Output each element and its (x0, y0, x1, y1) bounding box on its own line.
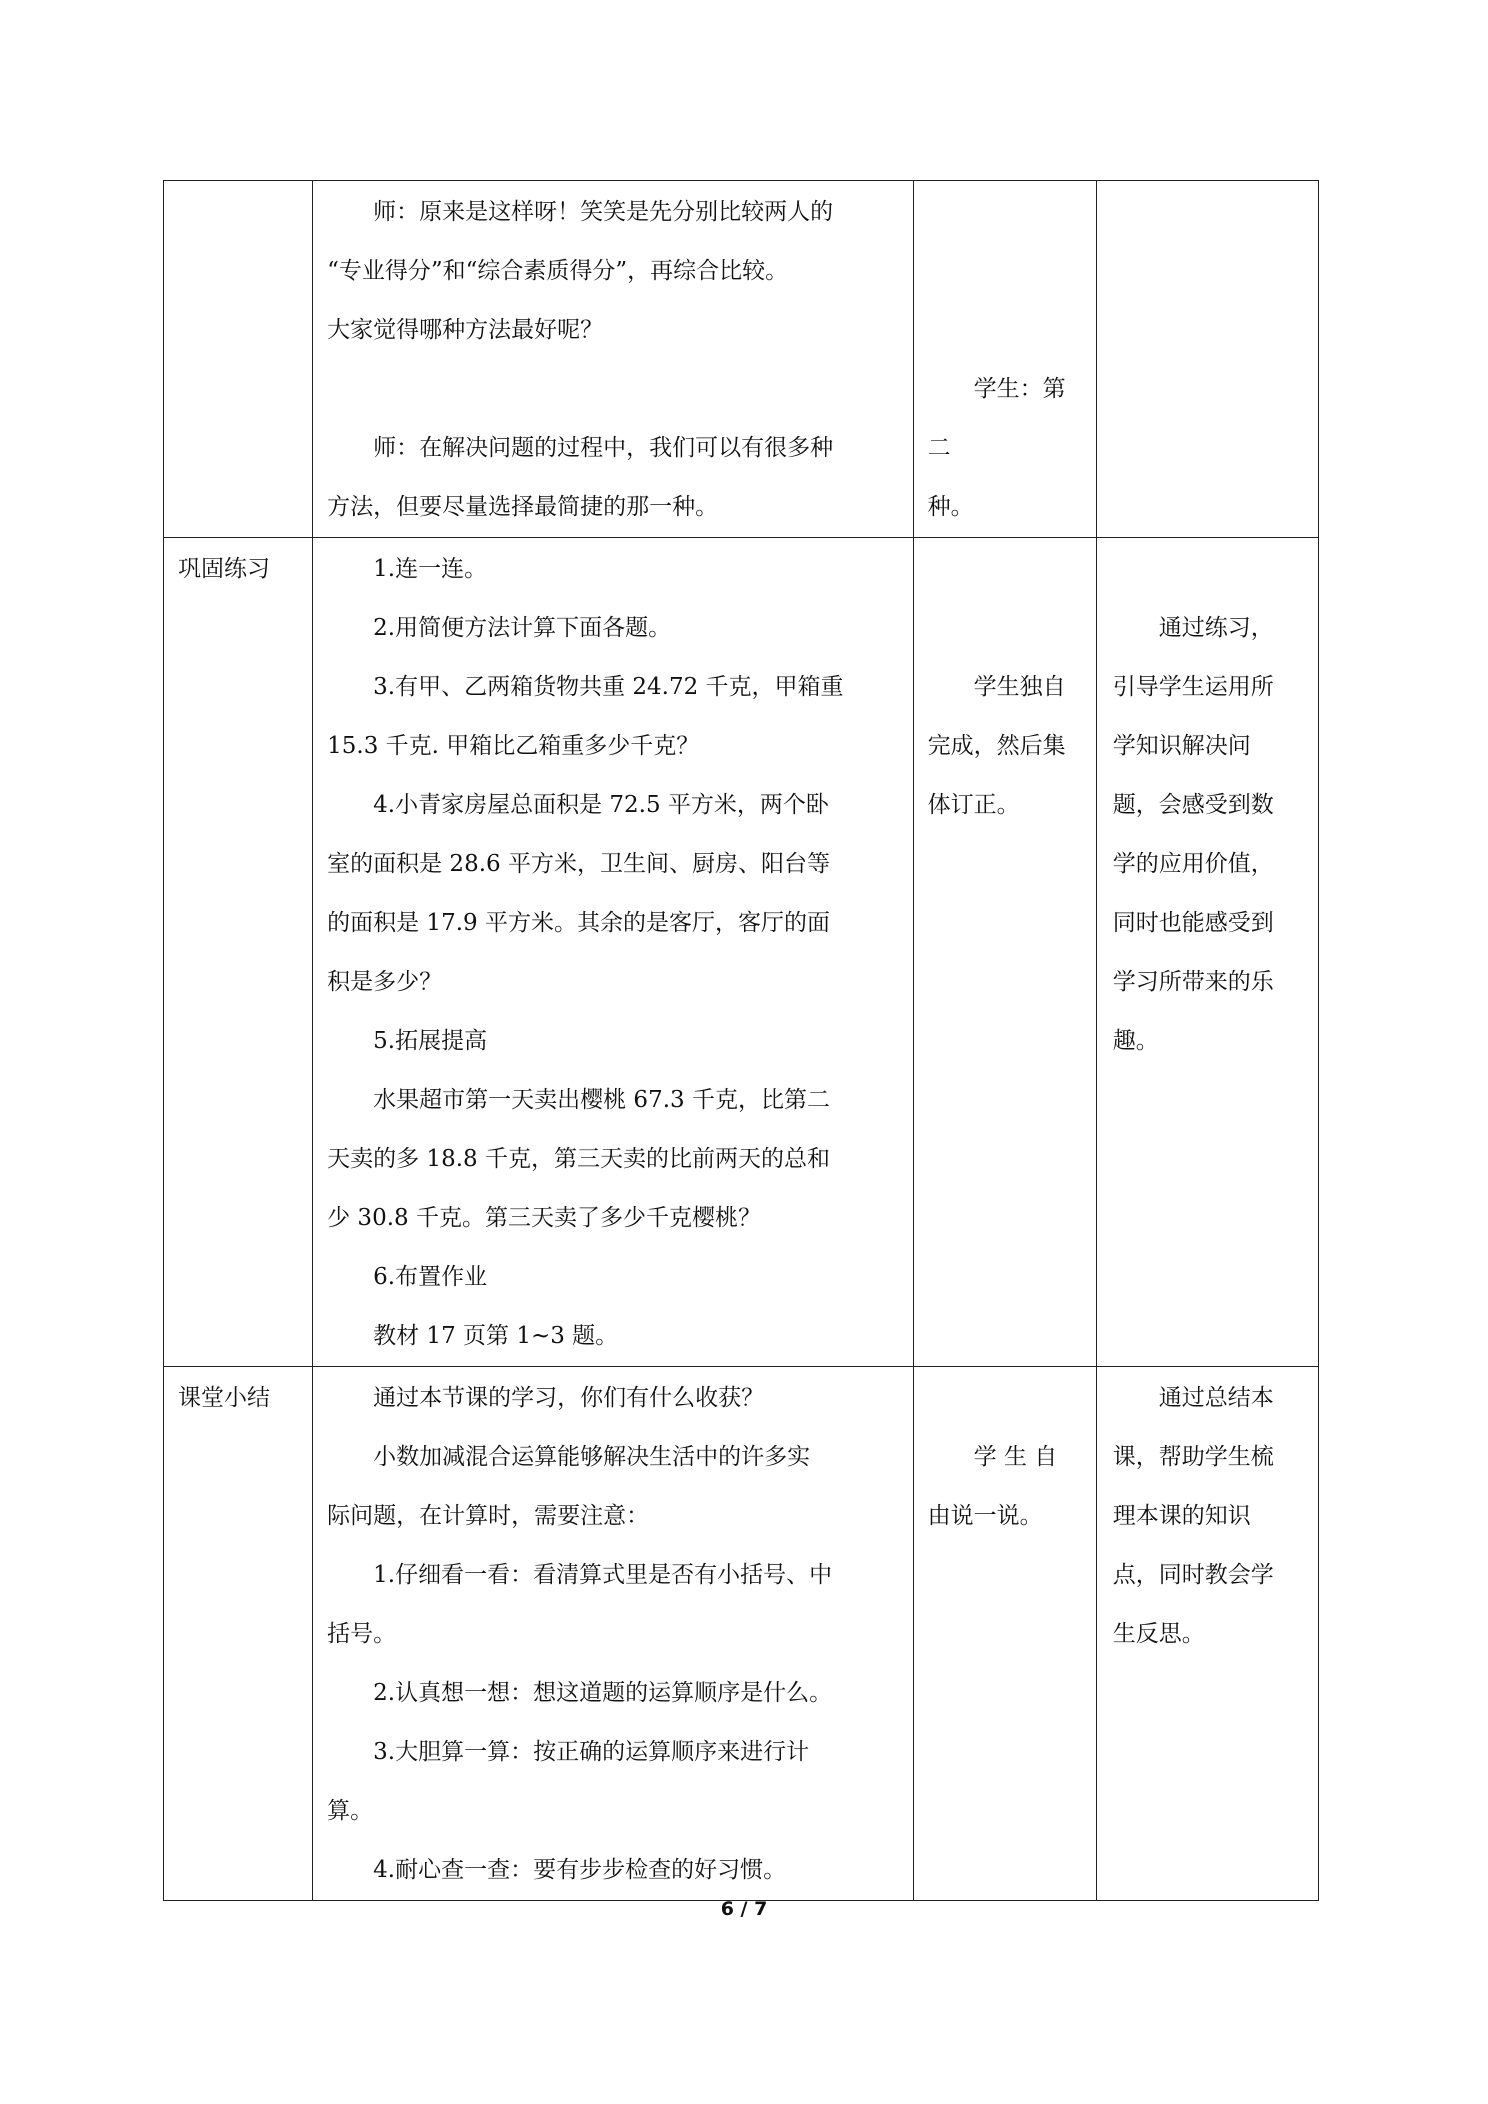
text-line: 5.拓展提高 (373, 1028, 488, 1054)
text-line: 由说一说。 (927, 1503, 1043, 1529)
text-line: 通过本节课的学习，你们有什么收获？ (373, 1385, 765, 1411)
text-line: 引导学生运用所 (1112, 674, 1274, 700)
text-line: 积是多少？ (327, 969, 443, 995)
text-line: 学习所带来的乐 (1112, 969, 1274, 995)
text-line: “专业得分”和“综合素质得分”，再综合比较。 (327, 258, 789, 284)
text-line: 的面积是 17.9 平方米。其余的是客厅，客厅的面 (327, 910, 830, 936)
text-line: 1.仔细看一看：看清算式里是否有小括号、中 (373, 1562, 833, 1588)
text-line: 点，同时教会学 (1112, 1562, 1274, 1588)
table-row-discussion (164, 181, 1319, 538)
text-line: 师：在解决问题的过程中，我们可以有很多种 (373, 435, 834, 461)
student-activity-cell (913, 538, 1096, 1367)
text-line: 体订正。 (927, 792, 1020, 818)
text-line: 算。 (327, 1798, 374, 1824)
text-line: 4.耐心查一查：要有步步检查的好习惯。 (373, 1857, 787, 1883)
text-line: 际问题，在计算时，需要注意： (327, 1503, 650, 1529)
table-row-practice (164, 538, 1319, 1367)
text-line: 生反思。 (1112, 1621, 1205, 1647)
text-line: 师：原来是这样呀！笑笑是先分别比较两人的 (373, 199, 834, 225)
text-line: 水果超市第一天卖出樱桃 67.3 千克，比第二 (373, 1087, 830, 1113)
text-line: 学生：第二 (927, 376, 1066, 461)
text-line: 括号。 (327, 1621, 397, 1647)
student-activity-cell (913, 1367, 1096, 1901)
text-line: 趣。 (1112, 1028, 1159, 1054)
text-line: 大家觉得哪种方法最好呢？ (327, 317, 604, 343)
text-line: 3.有甲、乙两箱货物共重 24.72 千克，甲箱重 (373, 674, 844, 700)
teacher-activity-cell (313, 538, 914, 1367)
text-line: 学生独自 (973, 674, 1066, 700)
text-line: 15.3 千克. 甲箱比乙箱重多少千克？ (327, 733, 700, 759)
teacher-activity-cell (313, 181, 914, 538)
text-line: 学知识解决问 (1112, 733, 1251, 759)
teacher-activity-cell (313, 1367, 914, 1901)
text-line: 种。 (927, 494, 974, 520)
design-intent-cell (1096, 181, 1318, 538)
page-number: 6 / 7 (720, 1898, 768, 1920)
text-line: 完成，然后集 (927, 733, 1066, 759)
text-line: 1.连一连。 (373, 556, 488, 582)
text-line: 小数加减混合运算能够解决生活中的许多实 (373, 1444, 811, 1470)
text-line: 4.小青家房屋总面积是 72.5 平方米，两个卧 (373, 792, 829, 818)
student-activity-cell (913, 181, 1096, 538)
text-line: 2.认真想一想：想这道题的运算顺序是什么。 (373, 1680, 833, 1706)
text-line: 天卖的多 18.8 千克，第三天卖的比前两天的总和 (327, 1146, 830, 1172)
text-line: 学 生 自 (973, 1444, 1058, 1470)
text-line: 理本课的知识 (1112, 1503, 1251, 1529)
text-line: 方法，但要尽量选择最简捷的那一种。 (327, 494, 719, 520)
text-line: 6.布置作业 (373, 1264, 488, 1290)
text-line: 2.用简便方法计算下面各题。 (373, 615, 672, 641)
text-line: 通过总结本 (1158, 1385, 1274, 1411)
stage-cell: 巩固练习 (164, 538, 313, 1367)
text-line: 教材 17 页第 1~3 题。 (373, 1323, 619, 1349)
design-intent-cell (1096, 538, 1318, 1367)
text-line: 学的应用价值， (1112, 851, 1274, 877)
stage-cell: 课堂小结 (164, 1367, 313, 1901)
text-line: 通过练习， (1158, 615, 1274, 641)
lesson-plan-table (163, 180, 1319, 1901)
table-row-summary (164, 1367, 1319, 1901)
text-line: 室的面积是 28.6 平方米，卫生间、厨房、阳台等 (327, 851, 830, 877)
text-line: 题，会感受到数 (1112, 792, 1274, 818)
text-line: 少 30.8 千克。第三天卖了多少千克樱桃？ (327, 1205, 761, 1231)
text-line: 3.大胆算一算：按正确的运算顺序来进行计 (373, 1739, 810, 1765)
stage-cell (164, 181, 313, 538)
text-line: 同时也能感受到 (1112, 910, 1274, 936)
text-line: 课，帮助学生梳 (1112, 1444, 1274, 1470)
design-intent-cell (1096, 1367, 1318, 1901)
